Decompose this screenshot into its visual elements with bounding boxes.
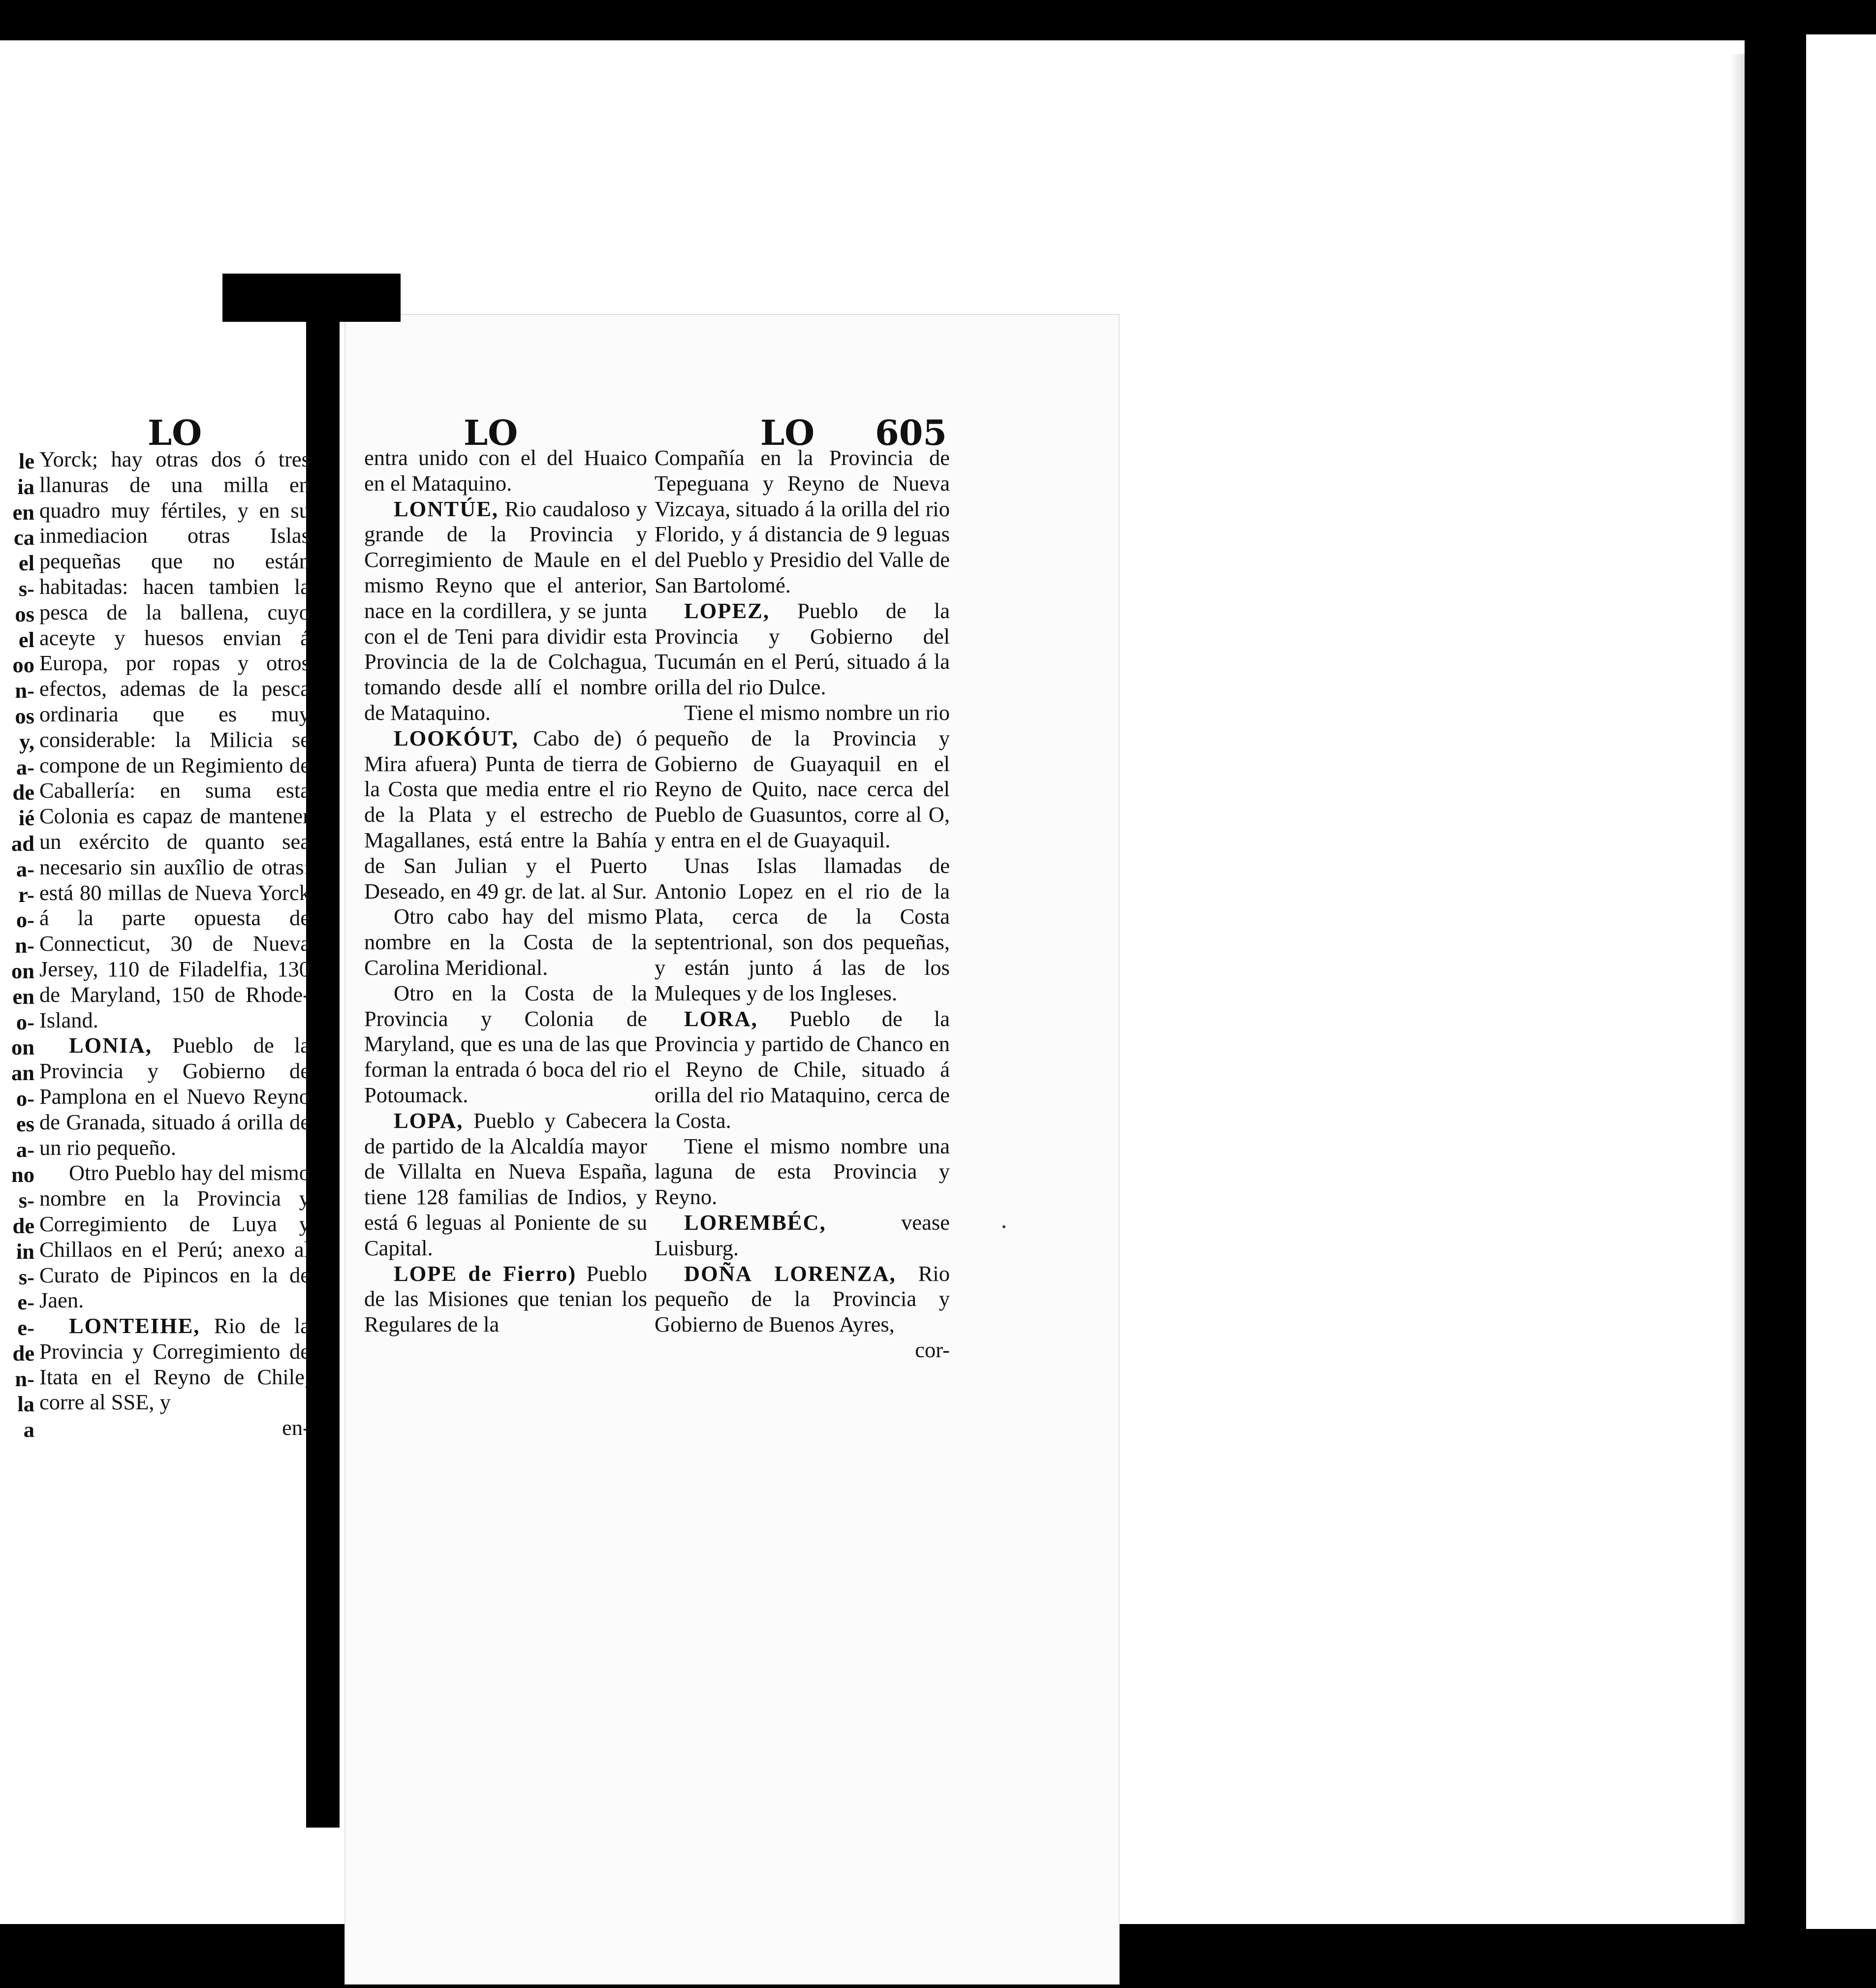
text-column-c: [364, 445, 647, 1337]
entry-text: Unas Islas llamadas de Antonio Lopez en el rio de la Plata, cerca de la Costa septentrional, son dos pequeñas, y están junto á las de los Muleques y de los Ingleses.: [655, 853, 950, 1005]
entry-text: Rio de la Provincia y Corregimiento de Itata en el Reyno de Chile, corre al SSE, y: [39, 1313, 310, 1415]
column-d-paragraph: [655, 1210, 950, 1261]
entry-text: Yorck; hay otras dos ó tres llanuras de una milla en quadro muy fértiles, y en su inmediacion otras Islas pequeñas que no están habitadas: hacen tambien la pesca de la ballena, cuyo aceyte y huesos envian á Europa, por ropas y otros efectos, ademas de la pesca ordinaria que es muy considerable: la Milicia se compone de un Regimiento de Caballería: en suma esta Colonia es capaz de mantener un exército de quanto sea necesario sin auxîlio de otras: está 80 millas de Nueva Yorck á la parte opuesta de Connecticut, 30 de Nueva Jersey, 110 de Filadelfia, 130 de Maryland, 150 de Rhode-Island.: [39, 447, 310, 1032]
cropped-line-fragment: oo: [12, 652, 34, 678]
cropped-line-fragment: o-: [16, 1086, 34, 1111]
entry-headword: LOPE de Fierro): [394, 1261, 577, 1286]
entry-headword: LONTEIHE,: [69, 1313, 200, 1338]
column-b-paragraph: [39, 1160, 310, 1313]
catchword: cor-: [915, 1337, 950, 1362]
cropped-line-fragment: n-: [15, 933, 34, 958]
cropped-line-fragment: a: [23, 1417, 34, 1442]
column-c-paragraph: [364, 1108, 647, 1261]
cropped-line-fragment: a-: [16, 1137, 34, 1162]
cropped-line-fragment: a-: [16, 754, 34, 779]
entry-text: Pueblo de la Provincia y partido de Chanco en el Reyno de Chile, situado á orilla del rio Mataquino, cerca de la Costa.: [655, 1006, 950, 1133]
column-d-paragraph: [655, 1006, 950, 1134]
entry-text: Pueblo y Cabecera de partido de la Alcaldía mayor de Villalta en Nueva España, tiene 128 familias de Indios, y está 6 leguas al Poniente de su Capital.: [364, 1108, 647, 1260]
cropped-line-fragment: n-: [15, 678, 34, 703]
catchword: en-: [282, 1415, 310, 1440]
entry-text: Otro en la Costa de la Provincia y Colonia de Maryland, que es una de las que forman la entrada ó boca del rio Potoumack.: [364, 980, 647, 1107]
column-c-paragraph: [364, 981, 647, 1108]
entry-text: Otro cabo hay del mismo nombre en la Costa de la Carolina Meridional.: [364, 904, 647, 980]
text-column-b: [39, 447, 310, 1441]
cropped-line-fragment: en: [12, 984, 34, 1009]
cropped-line-fragment: an: [11, 1060, 34, 1086]
column-c-paragraph: [364, 904, 647, 980]
text-column-d: [655, 445, 950, 1363]
cropped-line-fragment: el: [18, 627, 34, 652]
cropped-line-fragment: e-: [17, 1290, 34, 1315]
entry-text: entra unido con el del Huaico en el Mataquino.: [364, 445, 647, 496]
page-number: 605: [875, 412, 947, 453]
cropped-line-fragment: la: [17, 1392, 34, 1417]
cropped-line-fragment: de: [12, 1340, 34, 1366]
entry-text: Otro Pueblo hay del mismo nombre en la Provincia y Corregimiento de Luya y Chillaos en el Perú; anexo al Curato de Pipincos en la de Jaen.: [39, 1160, 310, 1313]
cropped-line-fragment: a-: [16, 856, 34, 881]
running-head-middle: LO: [464, 412, 518, 453]
column-d-paragraph: [655, 853, 950, 1006]
entry-text: vease Luisburg.: [655, 1210, 950, 1260]
entry-headword: LONTÚE,: [394, 496, 499, 521]
entry-text: Compañía en la Provincia de Tepeguana y Reyno de Nueva Vizcaya, situado á la orilla del rio Florido, y á distancia de 9 leguas del Pueblo y Presidio del Valle de San Bartolomé.: [655, 445, 950, 597]
cropped-line-fragment: r-: [18, 882, 34, 907]
cropped-line-fragment: es: [16, 1111, 34, 1136]
cropped-line-fragment: o-: [16, 907, 34, 932]
column-c-paragraph: [364, 497, 647, 726]
cropped-line-fragment: le: [18, 449, 34, 473]
column-d-paragraph: [655, 1261, 950, 1337]
scanner-clamp-tab: [222, 274, 401, 322]
entry-headword: LORA,: [684, 1006, 758, 1031]
running-head-left: LO: [148, 412, 202, 453]
cropped-line-fragment: n-: [15, 1366, 34, 1391]
column-b-paragraph: [39, 1033, 310, 1160]
page-fold-shadow: [1730, 54, 1745, 1924]
entry-headword: LOOKÓUT,: [394, 725, 519, 750]
cropped-line-fragment: in: [16, 1239, 34, 1264]
cropped-line-fragment: s-: [18, 1264, 34, 1289]
cropped-line-fragment: de: [12, 780, 34, 805]
cropped-line-fragment: ié: [18, 806, 34, 831]
cropped-line-fragment: no: [11, 1162, 34, 1187]
entry-text: Pueblo de la Provincia y Gobierno de Pamplona en el Nuevo Reyno de Granada, situado á orilla de un rio pequeño.: [39, 1033, 311, 1160]
entry-headword: LOPEZ,: [684, 598, 770, 623]
cropped-line-fragment: ia: [17, 474, 34, 499]
entry-headword: LOREMBÉC,: [684, 1210, 826, 1235]
entry-text: Tiene el mismo nombre un rio pequeño de la Provincia y Gobierno de Guayaquil en el Reyno de Quito, nace cerca del Pueblo de Guasuntos, corre al O, y entra en el de Guayaquil.: [655, 700, 950, 852]
entry-headword: LOPA,: [394, 1108, 464, 1133]
cropped-line-fragment: y,: [19, 729, 34, 754]
column-b-paragraph: [39, 447, 310, 1033]
cropped-line-fragment: ad: [11, 831, 34, 856]
cropped-line-fragment: os: [15, 703, 34, 728]
column-d-paragraph: [655, 598, 950, 700]
cropped-line-fragment: o-: [16, 1009, 34, 1034]
column-c-paragraph: [364, 1261, 647, 1337]
entry-headword: DOÑA LORENZA,: [684, 1261, 896, 1286]
ink-speck: [1002, 1225, 1005, 1228]
cropped-line-fragment: s-: [18, 1188, 34, 1213]
column-b-paragraph: [39, 1313, 310, 1415]
column-c-paragraph: [364, 445, 647, 497]
cropped-line-fragment: en: [12, 499, 34, 525]
entry-text: Tiene el mismo nombre una laguna de esta Provincia y Reyno.: [655, 1133, 950, 1210]
cropped-line-fragment: el: [18, 551, 34, 576]
column-d-paragraph: [655, 1134, 950, 1210]
entry-text: Cabo de) ó Mira afuera) Punta de tierra de la Costa que media entre el rio de la Plata y el estrecho de Magallanes, está entre la Bahía de San Julian y el Puerto Deseado, en 49 gr. de lat. al Sur.: [364, 725, 647, 903]
cropped-line-fragment: ca: [13, 525, 34, 550]
cropped-column-fragments: [0, 449, 34, 1443]
cropped-line-fragment: e-: [17, 1315, 34, 1340]
column-d-paragraph: [655, 700, 950, 853]
cropped-line-fragment: s-: [18, 576, 34, 601]
scanner-clamp-bar: [306, 322, 340, 1828]
entry-text: Rio caudaloso y grande de la Provincia y Corregimiento de Maule en el mismo Reyno que el anterior, nace en la cordillera, y se junta con el de Teni para dividir esta Provincia de la de Colchagua, tomando desde allí el nombre de Mataquino.: [364, 496, 647, 725]
cropped-line-fragment: on: [11, 1035, 34, 1060]
running-head-right: LO: [760, 412, 815, 453]
facing-page-edge: [1806, 34, 1876, 1929]
entry-headword: LONIA,: [69, 1033, 153, 1058]
cropped-line-fragment: on: [11, 958, 34, 983]
entry-text: Pueblo de la Provincia y Gobierno del Tucumán en el Perú, situado á la orilla del rio Dulce.: [655, 598, 950, 700]
column-d-paragraph: [655, 445, 950, 598]
entry-text: Rio pequeño de la Provincia y Gobierno de Buenos Ayres,: [655, 1261, 950, 1337]
column-c-paragraph: [364, 726, 647, 904]
entry-text: Pueblo de las Misiones que tenian los Regulares de la: [364, 1261, 647, 1337]
cropped-line-fragment: os: [15, 601, 34, 626]
cropped-line-fragment: de: [12, 1213, 34, 1238]
